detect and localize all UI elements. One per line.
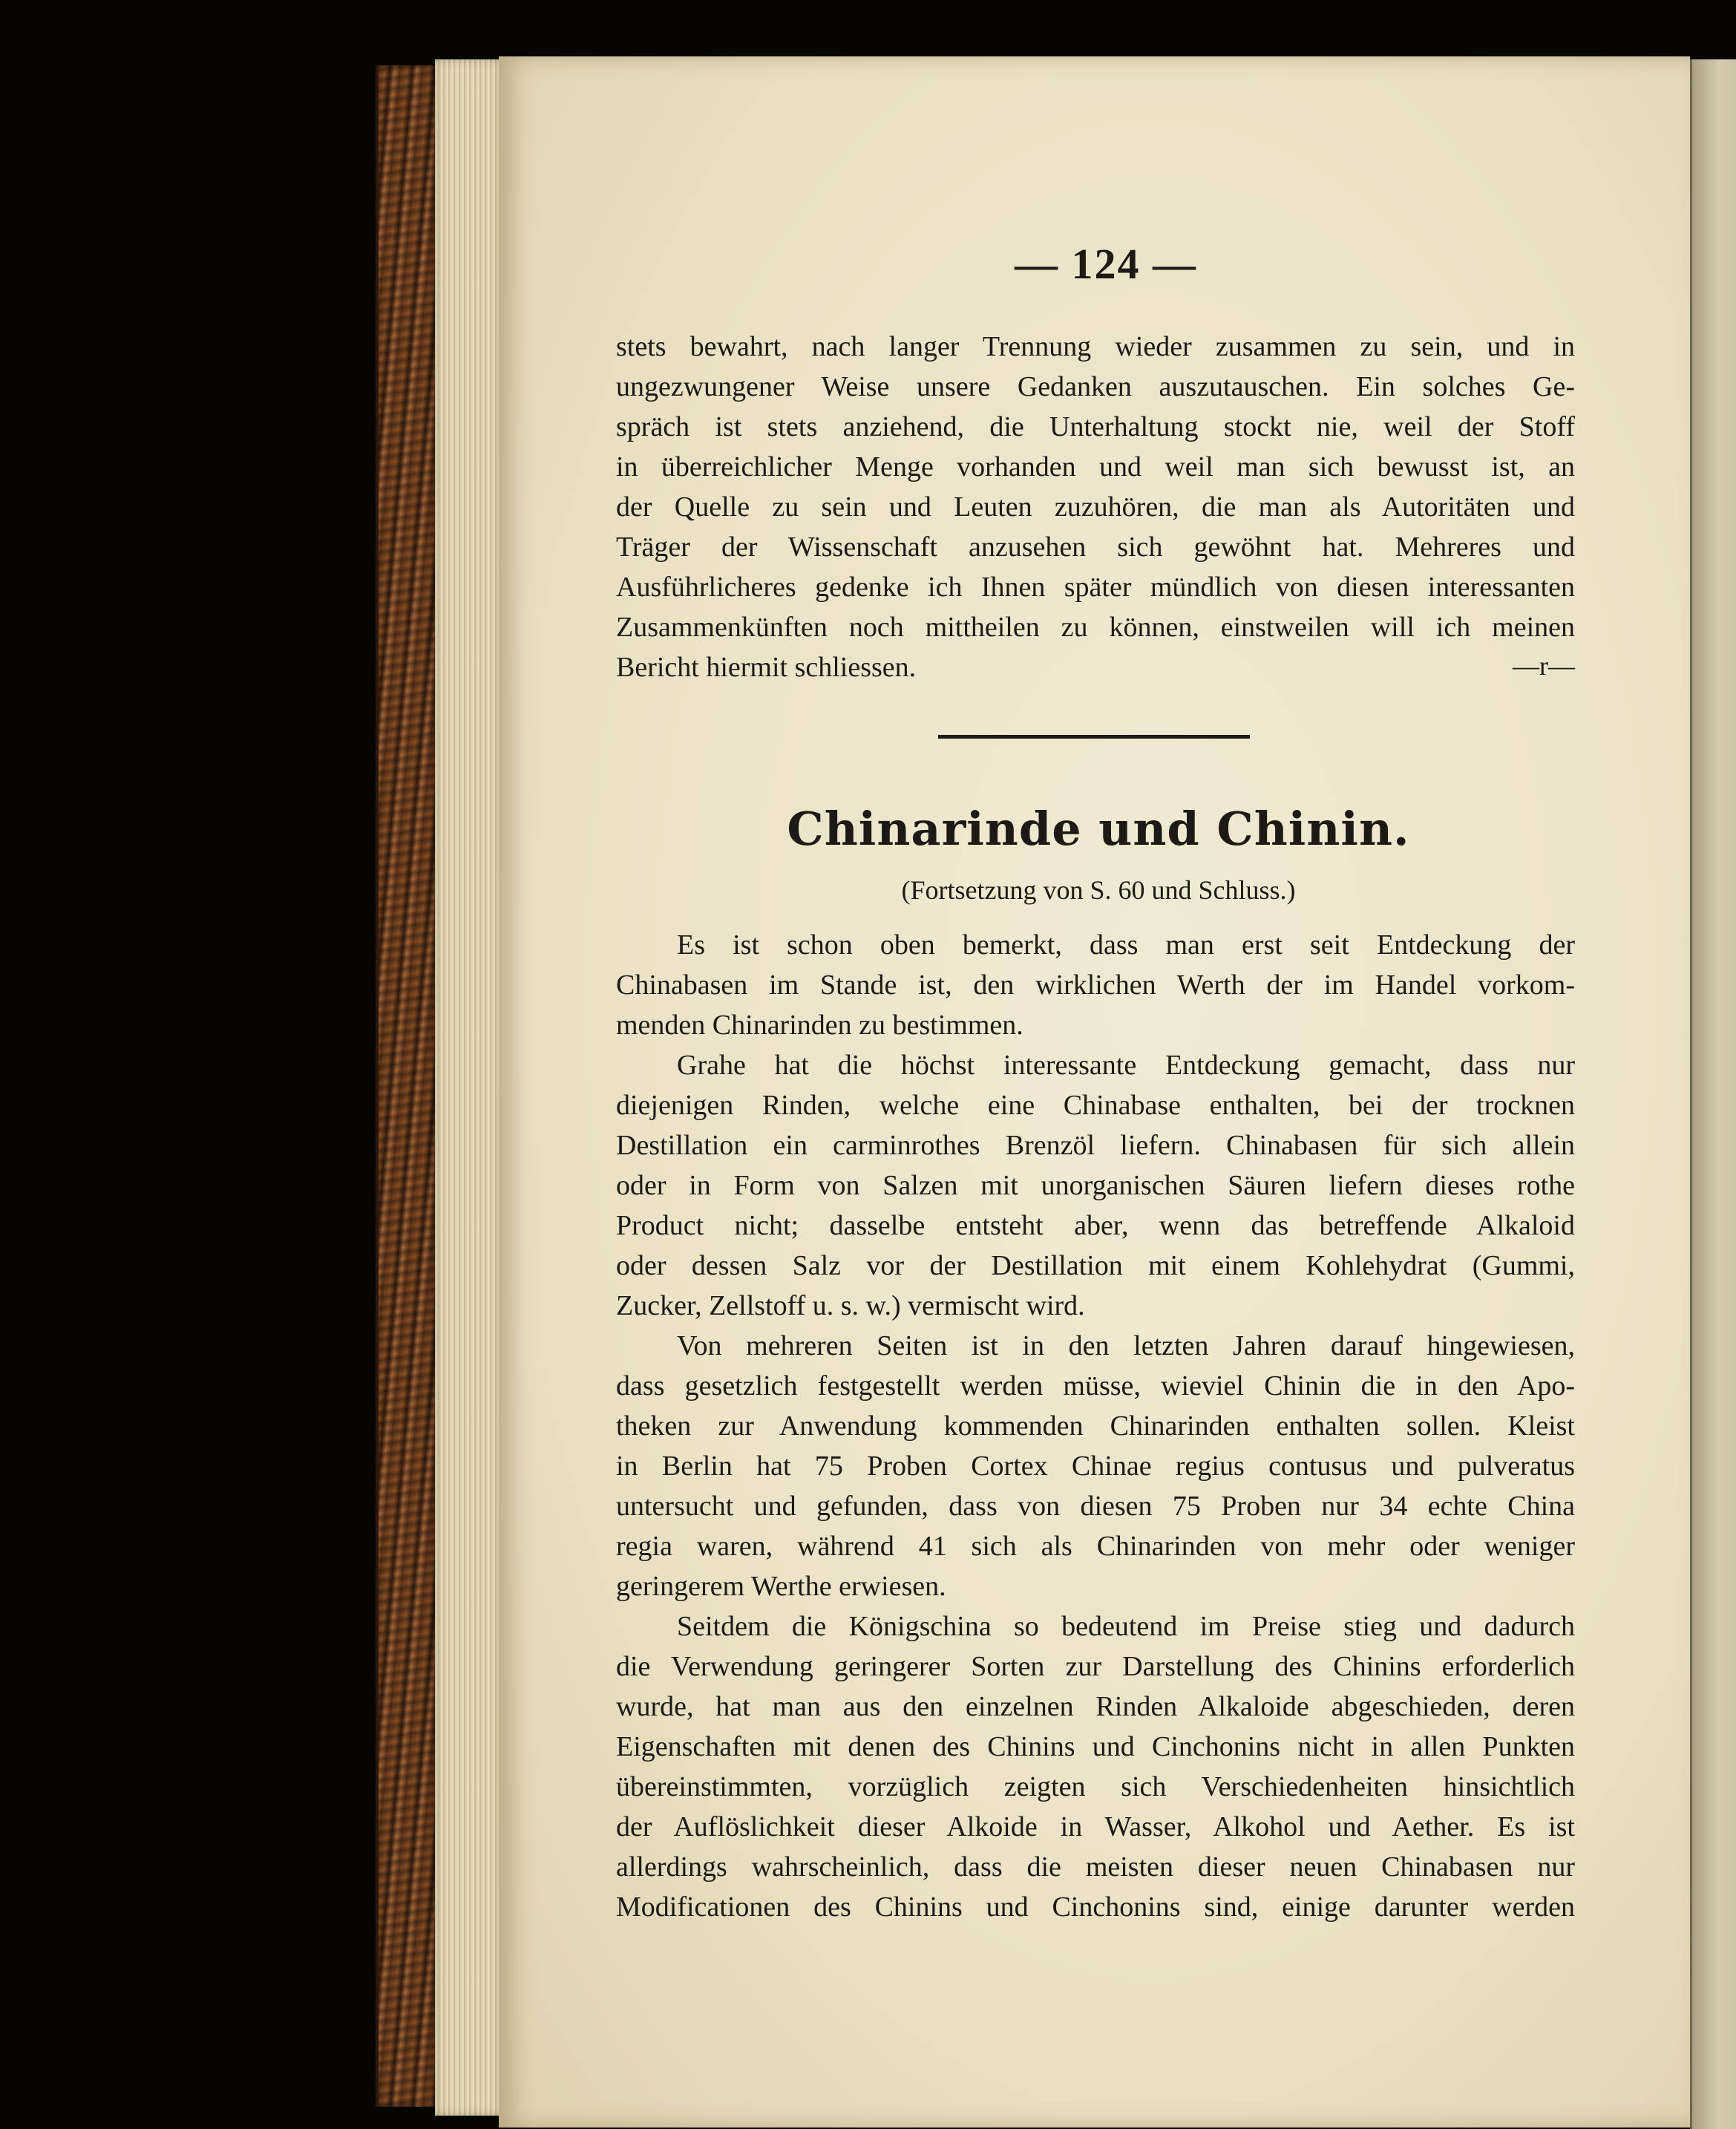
paragraph-line: wurde, hat man aus den einzelnen Rinden Alkaloide abgeschieden, deren — [616, 1691, 1575, 1722]
paragraph-line: untersucht und gefunden, dass von diesen 75 Proben nur 34 echte China — [616, 1491, 1575, 1522]
paragraph-line: Seitdem die Königschina so bedeutend im Preise stieg und dadurch — [677, 1611, 1575, 1642]
paragraph-line: in Berlin hat 75 Proben Cortex Chinae regius contusus und pulveratus — [616, 1451, 1575, 1482]
paragraph-line: Modificationen des Chinins und Cinchonins sind, einige darunter werden — [616, 1891, 1575, 1923]
marbled-cover-edge — [376, 65, 438, 2107]
paragraph-line: Von mehreren Seiten ist in den letzten Jahren darauf hingewiesen, — [677, 1330, 1575, 1361]
paragraph-line: Es ist schon oben bemerkt, dass man erst seit Entdeckung der — [677, 929, 1575, 961]
next-page-edge — [1690, 59, 1736, 2129]
page-edges — [435, 59, 502, 2116]
paragraph-line: oder dessen Salz vor der Destillation mit einem Kohlehydrat (Gummi, — [616, 1250, 1575, 1281]
paragraph-line: dass gesetzlich festgestellt werden müsse, wieviel Chinin die in den Apo- — [616, 1370, 1575, 1402]
text-line: spräch ist stets anziehend, die Unterhaltung stockt nie, weil der Stoff — [616, 411, 1575, 442]
text-line: der Quelle zu sein und Leuten zuzuhören, die man als Autoritäten und — [616, 491, 1575, 523]
article-title: Chinarinde und Chinin. — [787, 802, 1410, 856]
paragraph-line: Eigenschaften mit denen des Chinins und Cinchonins nicht in allen Punkten — [616, 1731, 1575, 1762]
text-line: Ausführlicheres gedenke ich Ihnen später mündlich von diesen interessanten — [616, 572, 1575, 603]
article-subtitle: (Fortsetzung von S. 60 und Schluss.) — [901, 875, 1296, 905]
paragraph-line: die Verwendung geringerer Sorten zur Darstellung des Chinins erforderlich — [616, 1651, 1575, 1682]
paragraph-line: regia waren, während 41 sich als Chinarinden von mehr oder weniger — [616, 1531, 1575, 1562]
paragraph-line: übereinstimmten, vorzüglich zeigten sich Verschiedenheiten hinsichtlich — [616, 1771, 1575, 1802]
text-line: Träger der Wissenschaft anzusehen sich gewöhnt hat. Mehreres und — [616, 532, 1575, 563]
paragraph-line: diejenigen Rinden, welche eine Chinabase enthalten, bei der trocknen — [616, 1090, 1575, 1121]
page-number: — 124 — — [1015, 240, 1197, 288]
text-line: stets bewahrt, nach langer Trennung wieder zusammen zu sein, und in — [616, 331, 1575, 362]
paragraph-line: allerdings wahrscheinlich, dass die meisten dieser neuen Chinabasen nur — [616, 1851, 1575, 1883]
paragraph-line: menden Chinarinden zu bestimmen. — [616, 1010, 1023, 1041]
paragraph-line: Zucker, Zellstoff u. s. w.) vermischt wird. — [616, 1290, 1085, 1321]
paragraph-line: Product nicht; dasselbe entsteht aber, wenn das betreffende Alkaloid — [616, 1210, 1575, 1241]
paragraph-line: oder in Form von Salzen mit unorganischen Säuren liefern dieses rothe — [616, 1170, 1575, 1201]
paragraph-line: Destillation ein carminrothes Brenzöl liefern. Chinabasen für sich allein — [616, 1130, 1575, 1161]
paragraph-line: Grahe hat die höchst interessante Entdeckung gemacht, dass nur — [677, 1050, 1575, 1081]
paragraph-line: der Auflöslichkeit dieser Alkoide in Wasser, Alkohol und Aether. Es ist — [616, 1811, 1575, 1842]
paragraph-line: theken zur Anwendung kommenden Chinarinden enthalten sollen. Kleist — [616, 1410, 1575, 1442]
text-line: ungezwungener Weise unsere Gedanken auszutauschen. Ein solches Ge- — [616, 371, 1575, 402]
author-signature: —r— — [1513, 651, 1575, 681]
paragraph-line: Chinabasen im Stande ist, den wirklichen Werth der im Handel vorkom- — [616, 969, 1575, 1001]
section-divider — [938, 735, 1250, 739]
text-line: Zusammenkünften noch mittheilen zu können, einstweilen will ich meinen — [616, 612, 1575, 643]
paragraph-line: geringerem Werthe erwiesen. — [616, 1571, 946, 1602]
text-line: in überreichlicher Menge vorhanden und weil man sich bewusst ist, an — [616, 451, 1575, 483]
text-line: Bericht hiermit schliessen. — [616, 652, 917, 683]
